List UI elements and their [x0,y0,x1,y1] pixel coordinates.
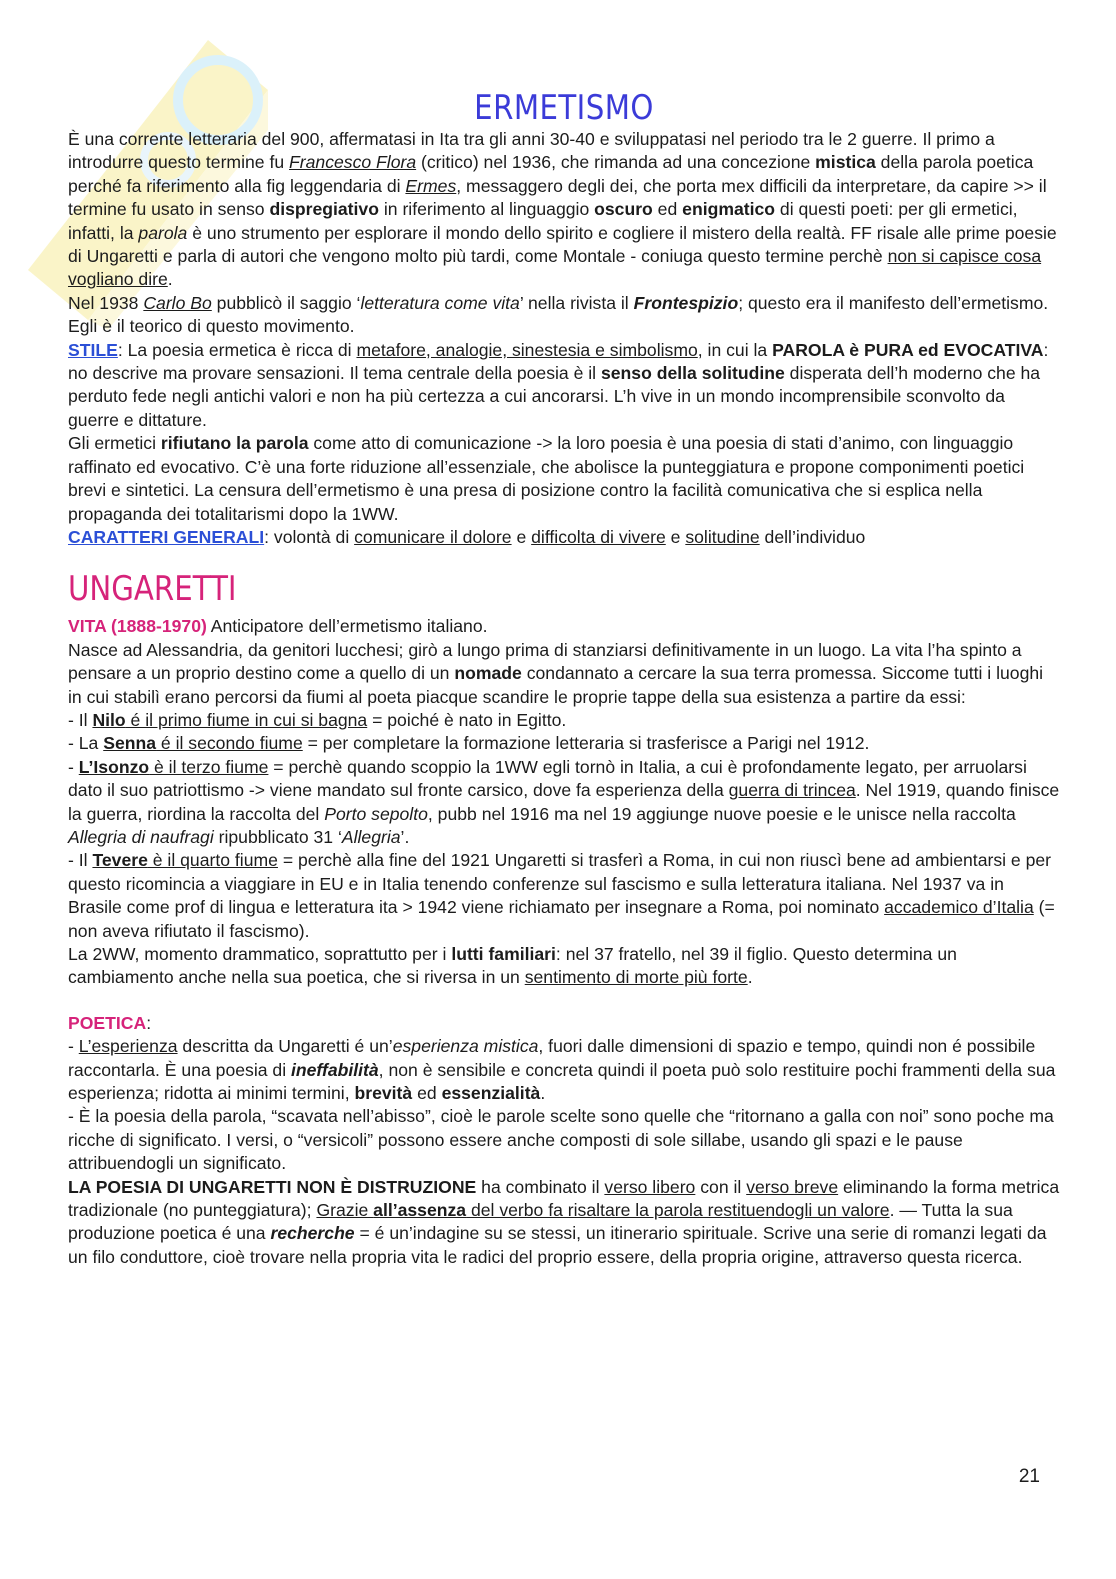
paragraph-rifiuto: Gli ermetici rifiutano la parola come atto di comunicazione -> la loro poesia è una poesia di stati d’animo, con linguaggio raffinato ed evocativo. C’è una forte riduzione all’essenziale, che abolisce la punteggiatura e propone componimenti poetici brevi e sintetici. La censura dell’ermetismo è una presa di posizione contro la facilità comunicativa che si esplica nella propaganda dei totalitarismi dopo la 1WW. [68,433,1025,524]
page-number: 21 [1018,1466,1040,1487]
paragraph-seconda-guerra: La 2WW, momento drammatico, soprattutto per i lutti familiari: nel 37 fratello, nel 39 il figlio. Questo determina un cambiamento anche nella sua poetica, che si riversa in un sentimento di morte più forte. [68,944,957,988]
label-caratteri-generali: CARATTERI GENERALI [68,526,265,547]
paragraph-stile: STILE: La poesia ermetica è ricca di metafore, analogie, sinestesia e simbolismo, in cui la PAROLA è PURA ed EVOCATIVA: no descrive ma provare sensazioni. Il tema centrale della poesia è il senso della solitudine disperata dell’h moderno che ha perduto fede negli antichi valori e non ha più certezza a cui ancorarsi. L’h vive in un mondo incomprensibile sconvolto da guerre e dittature. [68,339,1049,430]
list-item-tevere: - Il Tevere è il quarto fiume = perchè alla fine del 1921 Ungaretti si trasferì a Roma, in cui non riuscì bene ad ambientarsi e per questo ricomincia a viaggiare in EU e in Italia tenendo conferenze sul fascismo e sulla letteratura italiana. Nel 1937 va in Brasile come prof di lingua e letteratura ita > 1942 viene richiamato per insegnare a Roma, poi nominato accademico d’Italia (= non aveva rifiutato il fascismo). [68,850,1055,941]
paragraph-poetica-parola: - È la poesia della parola, “scavata nell’abisso”, cioè le parole scelte sono quelle che “ritornano a galla con noi” sono poche ma ricche di significato. I versi, o “versicoli” possono essere anche composti di sole sillabe, usando gli spazi e le pause attribuendogli un significato. [68,1106,1054,1174]
paragraph-poetica-label: POETICA: [68,1012,152,1033]
paragraph-caratteri: CARATTERI GENERALI: volontà di comunicare il dolore e difficolta di vivere e solitudine dell’individuo [68,526,866,547]
list-item-isonzo: - L’Isonzo è il terzo fiume = perchè quando scoppio la 1WW egli tornò in Italia, a cui è profondamente legato, per arruolarsi dato il suo patriottismo -> viene mandato sul fronte carsico, dove fa esperienza della guerra di trincea. Nel 1919, quando finisce la guerra, riordina la raccolta del Porto sepolto, pubb nel 1916 ma nel 19 aggiunge nuove poesie e le unisce nella raccolta Allegria di naufragi ripubblicato 31 ‘Allegria’. [68,756,1060,847]
list-item-nilo: - Il Nilo é il primo fiume in cui si bagna = poiché è nato in Egitto. [68,709,567,730]
paragraph-definizione: È una corrente letteraria del 900, affermatasi in Ita tra gli anni 30-40 e sviluppatasi nel periodo tra le 2 guerre. Il primo a introdurre questo termine fu Francesco Flora (critico) nel 1936, che rimanda ad una concezione mistica della parola poetica perché fa riferimento alla fig leggendaria di Ermes, messaggero degli dei, che porta mex difficili da interpretare, da capire >> il termine fu usato in senso dispregiativo in riferimento al linguaggio oscuro ed enigmatico di questi poeti: per gli ermetici, infatti, la parola è uno strumento per esplorare il mondo dello spirito e cogliere il mistero della realtà. FF risale alle prime poesie di Ungaretti e parla di autori che vengono molto più tardi, come Montale - coniuga questo termine perchè non si capisce cosa vogliano dire. [68,129,1057,290]
paragraph-vita: VITA (1888-1970) Anticipatore dell’ermetismo italiano. Nasce ad Alessandria, da genitori lucchesi; girò a lungo prima di stanziarsi definitivamente in un luogo. La vita l’ha spinto a pensare a un proprio destino come a quello di un nomade condannato a cercare la sua terra promessa. Siccome tutti i luoghi in cui stabilì erano percorsi da fiumi al poeta piacque scandire le proprie tappe della sua esistenza a partire da essi: [68,616,1044,707]
label-stile: STILE [68,339,118,360]
paragraph-carlo-bo: Nel 1938 Carlo Bo pubblicò il saggio ‘letteratura come vita’ nella rivista il Frontespizio; questo era il manifesto dell’ermetismo. Egli è il teorico di questo movimento. [68,292,1049,337]
list-item-senna: - La Senna é il secondo fiume = per completare la formazione letteraria si trasferisce a Parigi nel 1912. [68,733,870,754]
label-poetica: POETICA [68,1012,147,1033]
heading-ermetismo: ERMETISMO [474,88,654,128]
document-body [68,88,1060,1269]
heading-ungaretti: UNGARETTI [68,569,237,610]
paragraph-poetica-distruzione: LA POESIA DI UNGARETTI NON È DISTRUZIONE ha combinato il verso libero con il verso breve eliminando la forma metrica tradizionale (no punteggiatura); Grazie all’assenza del verbo fa risaltare la parola restituendogli un valore. — Tutta la sua produzione poetica é una recherche = é un’indagine su se stessi, un itinerario spirituale. Scrive una serie di romanzi legati da un filo conduttore, cioè trovare nella propria vita le radici del proprio essere, della propria origine, attraverso questa ricerca. [68,1176,1060,1267]
label-vita: VITA (1888-1970) [68,616,207,637]
paragraph-poetica-esperienza: - L’esperienza descritta da Ungaretti é un’esperienza mistica, fuori dalle dimensioni di spazio e tempo, quindi non é possibile raccontarla. È una poesia di ineffabilità, non è sensibile e concreta quindi il poeta può solo restituire pochi frammenti della sua esperienza; ridotta ai minimi termini, brevità ed essenzialità. [68,1036,1056,1104]
